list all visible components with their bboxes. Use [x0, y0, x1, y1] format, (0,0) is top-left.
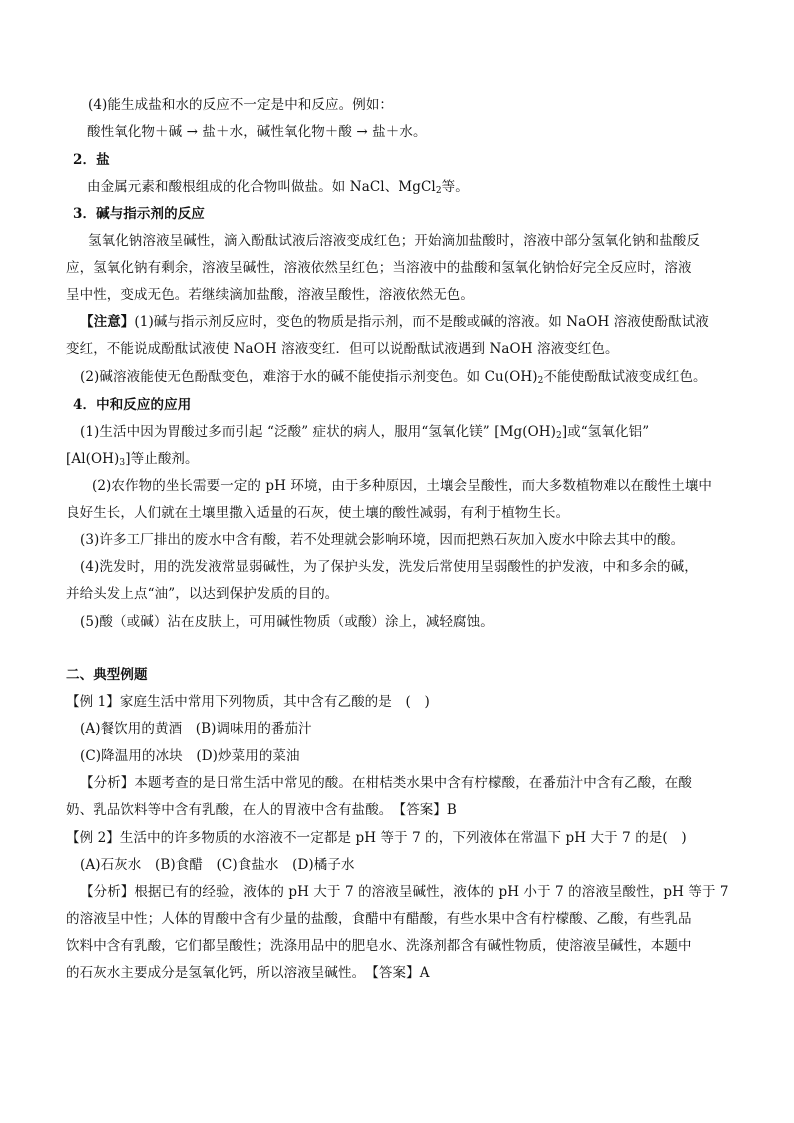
text-line: 变红，不能说成酚酞试液使 NaOH 溶液变红．但可以说酚酞试液遇到 NaOH 溶液变红色。: [66, 341, 619, 357]
text-line: 良好生长，人们就在土壤里撒入适量的石灰，使土壤的酸性减弱，有利于植物生长。: [66, 505, 570, 521]
text-run: ]或“氢氧化铝”: [561, 424, 650, 440]
text-line: 应，氢氧化钠有剩余，溶液呈碱性，溶液依然呈红色；当溶液中的盐酸和氢氧化钠恰好完全反应时，溶液: [66, 260, 692, 276]
text-line: [87, 178, 469, 196]
text-line: 呈中性，变成无色。若继续滴加盐酸，溶液呈酸性，溶液依然无色。: [66, 287, 474, 303]
text-line: 【例 2】生活中的许多物质的水溶液不一定都是 pH 等于 7 的，下列液体在常温下 pH 大于 7 的是( ): [66, 830, 687, 846]
text-line: (C)降温用的冰块 (D)炒菜用的菜油: [80, 748, 300, 764]
text-line: 奶、乳品饮料等中含有乳酸，在人的胃液中含有盐酸。 【答案】B: [66, 802, 457, 818]
text-line: (3)许多工厂排出的废水中含有酸，若不处理就会影响环境，因而把熟石灰加入废水中除去其中的酸。: [80, 532, 685, 548]
text-run: (1)生活中因为胃酸过多而引起 “泛酸” 症状的病人，服用“氢氧化镁” [Mg(OH): [80, 424, 557, 440]
section-heading: 2．盐: [73, 152, 110, 168]
subscript: 2: [556, 431, 562, 441]
text-line: 【例 1】家庭生活中常用下列物质，其中含有乙酸的是 ( ): [66, 694, 430, 710]
text-line: (A)石灰水 (B)食醋 (C)食盐水 (D)橘子水: [80, 857, 355, 873]
subscript: 2: [435, 186, 442, 196]
text-line: 的石灰水主要成分是氢氧化钙，所以溶液呈碱性。 【答案】A: [66, 965, 430, 981]
text-line: (A)餐饮用的黄酒 (B)调味用的番茄汁: [80, 721, 312, 737]
text-line: 饮料中含有乳酸，它们都呈酸性；洗涤用品中的肥皂水、洗涤剂都含有碱性物质，使溶液呈碱性，本题中: [66, 938, 692, 954]
subscript: 2: [537, 376, 544, 386]
subscript: 3: [119, 458, 126, 468]
text-line: [80, 313, 709, 331]
section-heading: 3．碱与指示剂的反应: [73, 206, 205, 222]
text-line: [80, 423, 649, 441]
text-line: 【分析】本题考查的是日常生活中常见的酸。在柑桔类水果中含有柠檬酸，在番茄汁中含有乙酸，在酸: [80, 775, 692, 791]
text-run: (2)碱溶液能使无色酚酞变色，难溶于水的碱不能使指示剂变色。如 Cu(OH): [80, 369, 538, 385]
text-line: 的溶液呈中性；人体的胃酸中含有少量的盐酸，食醋中有醋酸，有些水果中含有柠檬酸、乙酸，有些乳品: [66, 911, 692, 927]
text-line: 酸性氧化物＋碱 → 盐＋水，碱性氧化物＋酸 → 盐＋水。: [87, 124, 427, 140]
text-line: 【分析】根据已有的经验，液体的 pH 大于 7 的溶液呈碱性，液体的 pH 小于 7 的溶液呈酸性，pH 等于 7: [80, 884, 729, 900]
text-line: [80, 368, 707, 386]
text-line: (5)酸（或碱）沾在皮肤上，可用碱性物质（或酸）涂上，减轻腐蚀。: [80, 614, 494, 630]
text-run: ]等止酸剂。: [125, 451, 199, 467]
note-tag: 【注意】: [80, 314, 135, 330]
section-heading: 二、典型例题: [66, 667, 148, 683]
text-line: (2)农作物的坐长需要一定的 pH 环境，由于多种原因，土壤会呈酸性，而大多数植物难以在酸性土壤中: [92, 478, 713, 494]
text-run: 由金属元素和酸根组成的化合物叫做盐。如 NaCl、MgCl: [87, 179, 436, 195]
text-line: 并给头发上点“油”，以达到保护发质的目的。: [66, 586, 339, 602]
text-line: 氢氧化钠溶液呈碱性，滴入酚酞试液后溶液变成红色；开始滴加盐酸时，溶液中部分氢氧化钠和盐酸反: [88, 233, 700, 249]
text-line: (4)能生成盐和水的反应不一定是中和反应。例如：: [88, 97, 394, 113]
section-heading: 4．中和反应的应用: [73, 397, 192, 413]
text-run: 不能使酚酞试液变成红色。: [543, 369, 707, 385]
text-line: (4)洗发时，用的洗发液常显弱碱性，为了保护头发，洗发后常使用呈弱酸性的护发液，中和多余的碱，: [80, 559, 698, 575]
text-run: [Al(OH): [66, 451, 120, 467]
text-run: 等。: [441, 179, 469, 195]
text-line: [66, 450, 199, 468]
text-run: (1)碱与指示剂反应时，变色的物质是指示剂，而不是酸或碱的溶液。如 NaOH 溶液使酚酞试液: [134, 314, 709, 330]
